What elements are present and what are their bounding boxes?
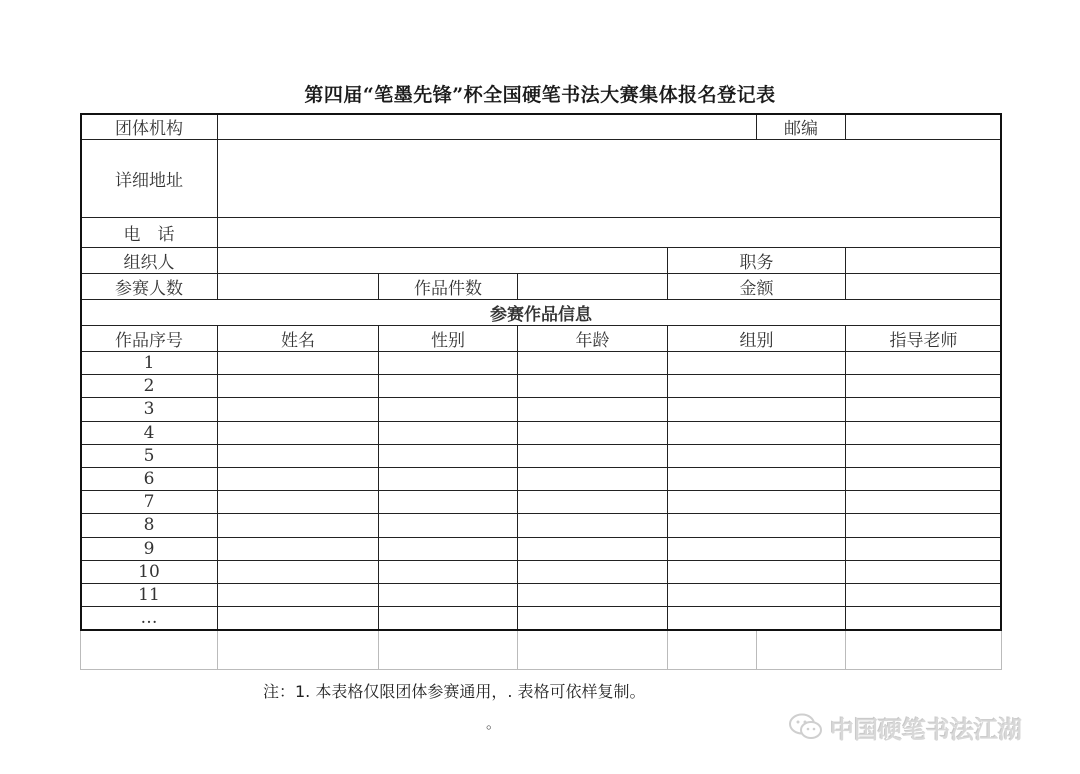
footnote: 注：1. 本表格仅限团体参赛通用，. 表格可依样复制。 <box>263 682 646 701</box>
row-number: 1 <box>81 352 218 375</box>
extra-cell <box>518 631 668 669</box>
row-number: 9 <box>81 537 218 560</box>
row-number: 7 <box>81 491 218 514</box>
works-count-label: 作品件数 <box>379 274 518 300</box>
extra-cell <box>757 631 846 669</box>
row-number: 6 <box>81 467 218 490</box>
col-header-no: 作品序号 <box>81 326 218 352</box>
col-header-name: 姓名 <box>218 326 379 352</box>
participants-label: 参赛人数 <box>81 274 218 300</box>
org-label: 团体机构 <box>81 114 218 140</box>
extra-cell <box>379 631 518 669</box>
col-header-group: 组别 <box>668 326 846 352</box>
extra-cell <box>668 631 757 669</box>
row-number: 10 <box>81 560 218 583</box>
extra-row <box>80 631 1002 670</box>
row-number: 4 <box>81 421 218 444</box>
wechat-icon <box>788 712 824 742</box>
extra-cell <box>846 631 1002 669</box>
phone-label: 电 话 <box>81 218 218 248</box>
address-label: 详细地址 <box>81 140 218 218</box>
row-number: 5 <box>81 444 218 467</box>
row-number: 3 <box>81 398 218 421</box>
row-number: 2 <box>81 375 218 398</box>
watermark-text: 中国硬笔书法江湖 <box>830 715 1022 744</box>
form-border <box>80 113 1002 631</box>
row-number: 11 <box>81 583 218 606</box>
row-number: 8 <box>81 514 218 537</box>
col-header-teacher: 指导老师 <box>846 326 1002 352</box>
postcode-label: 邮编 <box>757 114 846 140</box>
organizer-label: 组织人 <box>81 248 218 274</box>
footnote-dot: 。 <box>486 714 502 732</box>
col-header-gender: 性别 <box>379 326 518 352</box>
section-title: 参赛作品信息 <box>81 300 1002 326</box>
row-number: … <box>81 607 218 630</box>
col-header-age: 年龄 <box>518 326 668 352</box>
position-label: 职务 <box>668 248 846 274</box>
extra-cell <box>218 631 379 669</box>
page-title: 第四届“笔墨先锋”杯全国硬笔书法大赛集体报名登记表 <box>304 84 776 106</box>
watermark <box>788 710 1022 744</box>
extra-cell <box>81 631 218 669</box>
amount-label: 金额 <box>668 274 846 300</box>
